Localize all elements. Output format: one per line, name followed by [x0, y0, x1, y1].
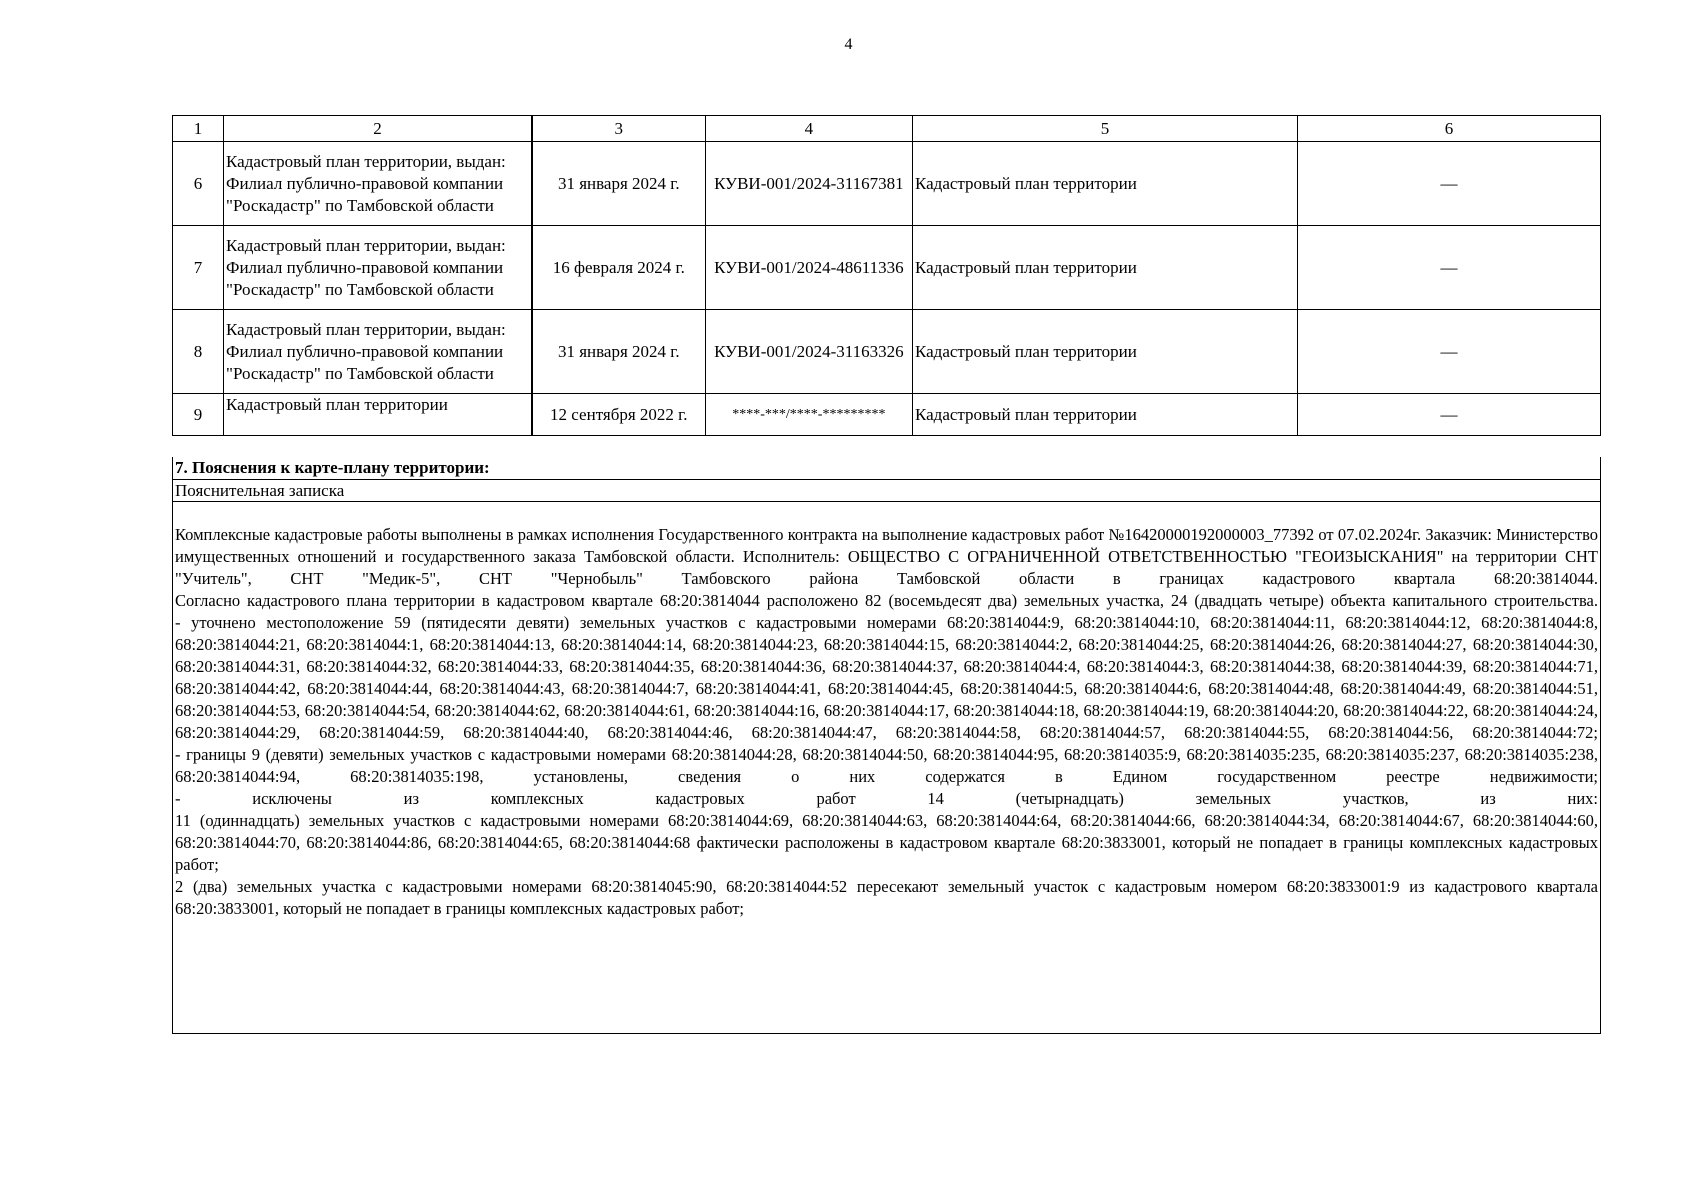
table-row	[173, 226, 1601, 310]
row-number: 8	[173, 310, 224, 394]
note-paragraph: Комплексные кадастровые работы выполнены в рамках исполнения Государственного контракта на выполнение кадастровых работ №16420000192000003_77392 от 07.02.2024г. Заказчик: Министерство имущественных отношений и государственного заказа Тамбовской области. Исполнитель: ОБЩЕСТВО С ОГРАНИЧЕННОЙ ОТВЕТСТВЕННОСТЬЮ "ГЕОИЗЫСКАНИЯ" на территории СНТ "Учитель", СНТ "Медик-5", СНТ "Чернобыль" Тамбовского района Тамбовской области в границах кадастрового квартала 68:20:3814044.	[175, 525, 1598, 588]
note-paragraph: - границы 9 (девяти) земельных участков с кадастровыми номерами 68:20:3814044:28, 68:20:3814044:50, 68:20:3814044:95, 68:20:3814035:9, 68:20:3814035:235, 68:20:3814035:237, 68:20:3814035:238, 68:20:3814044:94, 68:20:3814035:198, установлены, сведения о них содержатся в Едином государственном реестре недвижимости;	[175, 745, 1598, 786]
document-note: —	[1297, 394, 1600, 436]
note-paragraph: 2 (два) земельных участка с кадастровыми номерами 68:20:3814045:90, 68:20:3814044:52 пересекают земельный участок с кадастровым номером 68:20:3833001:9 из кадастрового квартала 68:20:3833001, который не попадает в границы комплексных кадастровых работ;	[175, 877, 1598, 918]
document-date: 31 января 2024 г.	[532, 142, 705, 226]
table-header-row	[173, 116, 1601, 142]
table-row	[173, 142, 1601, 226]
document-number: ****-***/****-*********	[705, 394, 912, 436]
table-row	[173, 310, 1601, 394]
document-number: КУВИ-001/2024-48611336	[705, 226, 912, 310]
note-paragraph: - уточнено местоположение 59 (пятидесяти девяти) земельных участков с кадастровыми номерами 68:20:3814044:9, 68:20:3814044:10, 68:20:3814044:11, 68:20:3814044:12, 68:20:3814044:8, 68:20:3814044:21, 68:20:3814044:1, 68:20:3814044:13, 68:20:3814044:14, 68:20:3814044:23, 68:20:3814044:15, 68:20:3814044:2, 68:20:3814044:25, 68:20:3814044:26, 68:20:3814044:27, 68:20:3814044:30, 68:20:3814044:31, 68:20:3814044:32, 68:20:3814044:33, 68:20:3814044:35, 68:20:3814044:36, 68:20:3814044:37, 68:20:3814044:4, 68:20:3814044:3, 68:20:3814044:38, 68:20:3814044:39, 68:20:3814044:71, 68:20:3814044:42, 68:20:3814044:44, 68:20:3814044:43, 68:20:3814044:7, 68:20:3814044:41, 68:20:3814044:45, 68:20:3814044:5, 68:20:3814044:6, 68:20:3814044:48, 68:20:3814044:49, 68:20:3814044:51, 68:20:3814044:53, 68:20:3814044:54, 68:20:3814044:62, 68:20:3814044:61, 68:20:3814044:16, 68:20:3814044:17, 68:20:3814044:18, 68:20:3814044:19, 68:20:3814044:20, 68:20:3814044:22, 68:20:3814044:24, 68:20:3814044:29, 68:20:3814044:59, 68:20:3814044:40, 68:20:3814044:46, 68:20:3814044:47, 68:20:3814044:58, 68:20:3814044:57, 68:20:3814044:55, 68:20:3814044:56, 68:20:3814044:72;	[175, 613, 1598, 742]
document-number: КУВИ-001/2024-31167381	[705, 142, 912, 226]
document-date: 31 января 2024 г.	[532, 310, 705, 394]
note-paragraph: - исключены из комплексных кадастровых работ 14 (четырнадцать) земельных участков, из них:	[175, 789, 1598, 808]
documents-table	[172, 115, 1601, 436]
row-number: 7	[173, 226, 224, 310]
note-paragraph: 11 (одиннадцать) земельных участков с кадастровыми номерами 68:20:3814044:69, 68:20:3814044:63, 68:20:3814044:64, 68:20:3814044:66, 68:20:3814044:34, 68:20:3814044:67, 68:20:3814044:60, 68:20:3814044:70, 68:20:3814044:86, 68:20:3814044:65, 68:20:3814044:68 фактически расположены в кадастровом квартале 68:20:3833001, который не попадает в границы комплексных кадастровых работ;	[175, 811, 1598, 874]
explanatory-note	[172, 502, 1601, 1034]
document-title: Кадастровый план территории, выдан: Филиал публично-правовой компании "Роскадастр" по Тамбовской области	[224, 310, 532, 394]
column-header: 4	[705, 116, 912, 142]
document-note: —	[1297, 226, 1600, 310]
row-number: 9	[173, 394, 224, 436]
document-title: Кадастровый план территории, выдан: Филиал публично-правовой компании "Роскадастр" по Тамбовской области	[224, 142, 532, 226]
document-date: 12 сентября 2022 г.	[532, 394, 705, 436]
document-name: Кадастровый план территории	[913, 142, 1298, 226]
column-header: 5	[913, 116, 1298, 142]
row-number: 6	[173, 142, 224, 226]
document-number: КУВИ-001/2024-31163326	[705, 310, 912, 394]
document-title: Кадастровый план территории	[224, 394, 532, 436]
section-subtitle: Пояснительная записка	[172, 480, 1601, 502]
table-row	[173, 394, 1601, 436]
document-date: 16 февраля 2024 г.	[532, 226, 705, 310]
document-name: Кадастровый план территории	[913, 310, 1298, 394]
column-header: 2	[224, 116, 532, 142]
document-name: Кадастровый план территории	[913, 394, 1298, 436]
document-note: —	[1297, 142, 1600, 226]
document-name: Кадастровый план территории	[913, 226, 1298, 310]
column-header: 1	[173, 116, 224, 142]
note-paragraph: Согласно кадастрового плана территории в кадастровом квартале 68:20:3814044 расположено 82 (восемьдесят два) земельных участка, 24 (двадцать четыре) объекта капитального строительства.	[175, 591, 1598, 610]
document-note: —	[1297, 310, 1600, 394]
page-number: 4	[844, 36, 853, 53]
section-title: 7. Пояснения к карте-плану территории:	[172, 457, 1601, 480]
document-title: Кадастровый план территории, выдан: Филиал публично-правовой компании "Роскадастр" по Тамбовской области	[224, 226, 532, 310]
column-header: 6	[1297, 116, 1600, 142]
column-header: 3	[532, 116, 705, 142]
